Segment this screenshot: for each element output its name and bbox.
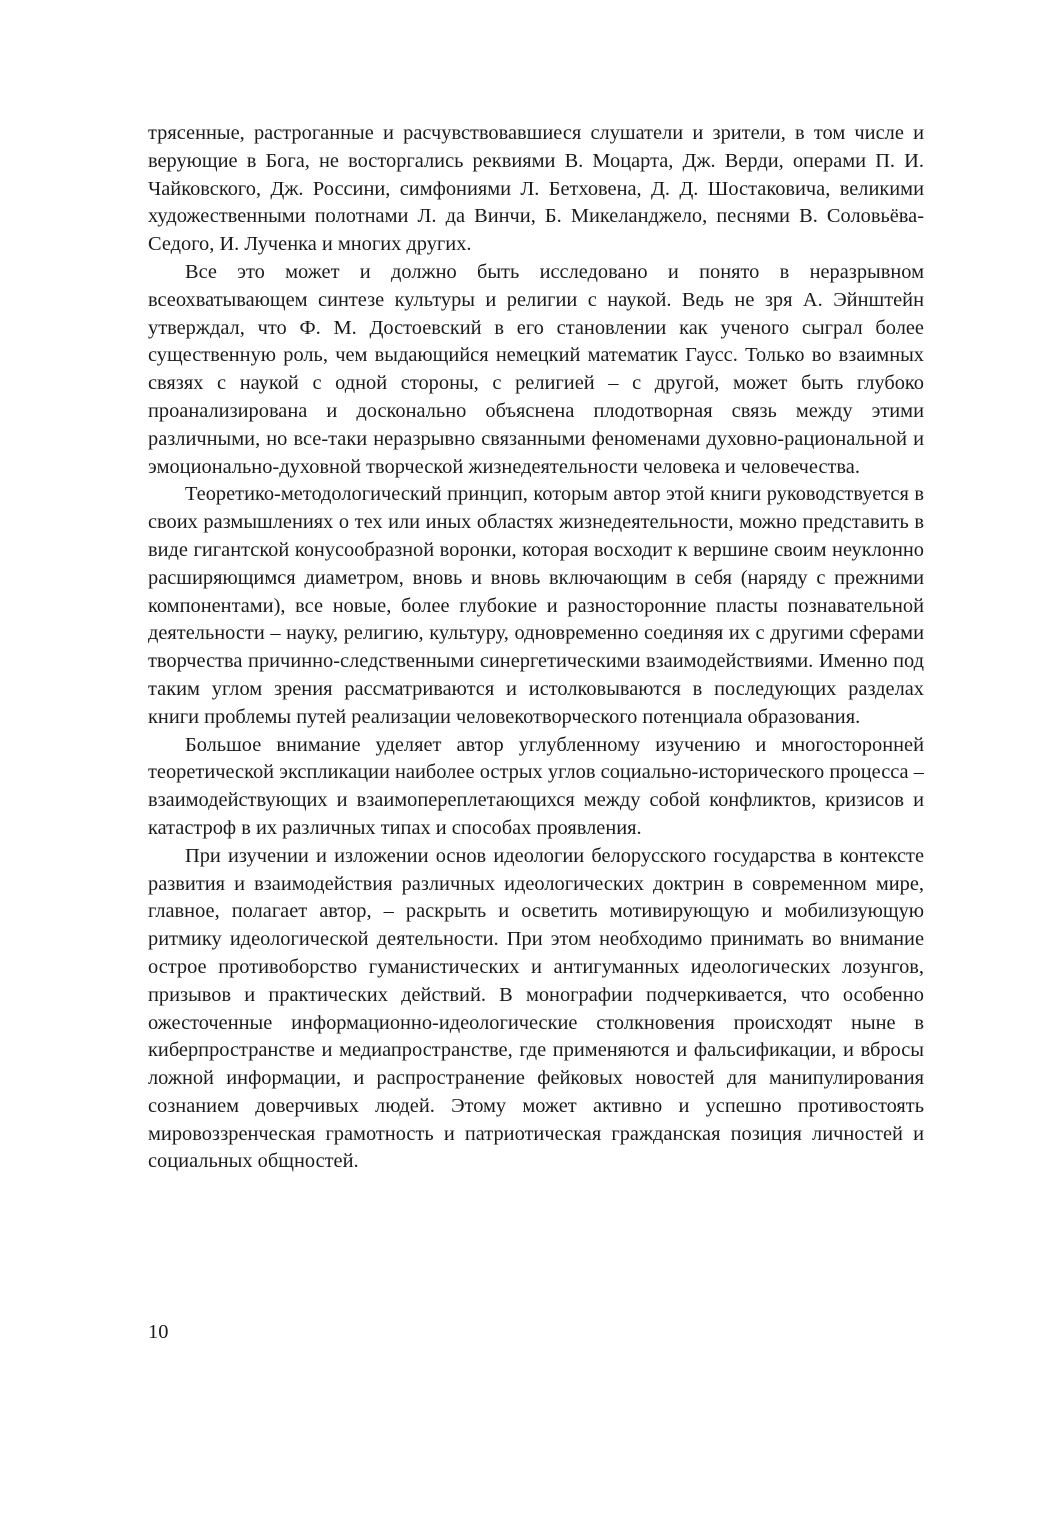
body-text <box>148 120 924 1176</box>
page-number: 10 <box>148 1321 169 1343</box>
paragraph: Теоретико-методологический принцип, которым автор этой книги руководствуется в своих размышлениях о тех или иных областях жизнедеятельности, можно представить в виде гигантской конусообразной воронки, которая восходит к вершине своим неуклонно расширяющимся диаметром, вновь и вновь включающим в себя (наряду с прежними компонентами), все новые, более глубокие и разносторонние пласты познавательной деятельности – науку, религию, культуру, одновременно соединяя их с другими сферами творчества причинно-следственными синергетическими взаимодействиями. Именно под таким углом зрения рассматриваются и истолковываются в последующих разделах книги проблемы путей реализации человекотворческого потенциала образования. <box>148 483 924 728</box>
paragraph: Большое внимание уделяет автор углубленному изучению и многосторонней теоретической экспликации наиболее острых углов социально-исторического процесса – взаимодействующих и взаимопереплетающихся между собой конфликтов, кризисов и катастроф в их различных типах и способах проявления. <box>148 733 924 839</box>
paragraph-continued: трясенные, растроганные и расчувствовавшиеся слушатели и зрители, в том числе и верующие в Бога, не восторгались реквиями В. Моцарта, Дж. Верди, операми П. И. Чайковского, Дж. Россини, симфониями Л. Бетховена, Д. Д. Шостаковича, великими художественными полотнами Л. да Винчи, Б. Микеланджело, песнями В. Соловьёва-Седого, И. Лученка и многих других. <box>148 122 924 256</box>
paragraph: При изучении и изложении основ идеологии белорусского государства в контексте развития и взаимодействия различных идеологических доктрин в современном мире, главное, полагает автор, – раскрыть и осветить мотивирующую и мобилизующую ритмику идеологической деятельности. При этом необходимо принимать во внимание острое противоборство гуманистических и антигуманных идеологических лозунгов, призывов и практических действий. В монографии подчеркивается, что особенно ожесточенные информационно-идеологические столкновения происходят ныне в киберпространстве и медиапространстве, где применяются и фальсификации, и вбросы ложной информации, и распространение фейковых новостей для манипулирования сознанием доверчивых людей. Этому может активно и успешно противостоять мировоззренческая грамотность и патриотическая гражданская позиция личностей и социальных общностей. <box>148 844 924 1173</box>
paragraph: Все это может и должно быть исследовано и понято в неразрывном всеохватывающем синтезе культуры и религии с наукой. Ведь не зря А. Эйнштейн утверждал, что Ф. М. Достоевский в его становлении как ученого сыграл более существенную роль, чем выдающийся немецкий математик Гаусс. Только во взаимных связях с наукой с одной стороны, с религией – с другой, может быть глубоко проанализирована и досконально объяснена плодотворная связь между этими различными, но все-таки неразрывно связанными феноменами духовно-рациональной и эмоционально-духовной творческой жизнедеятельности человека и человечества. <box>148 260 924 478</box>
